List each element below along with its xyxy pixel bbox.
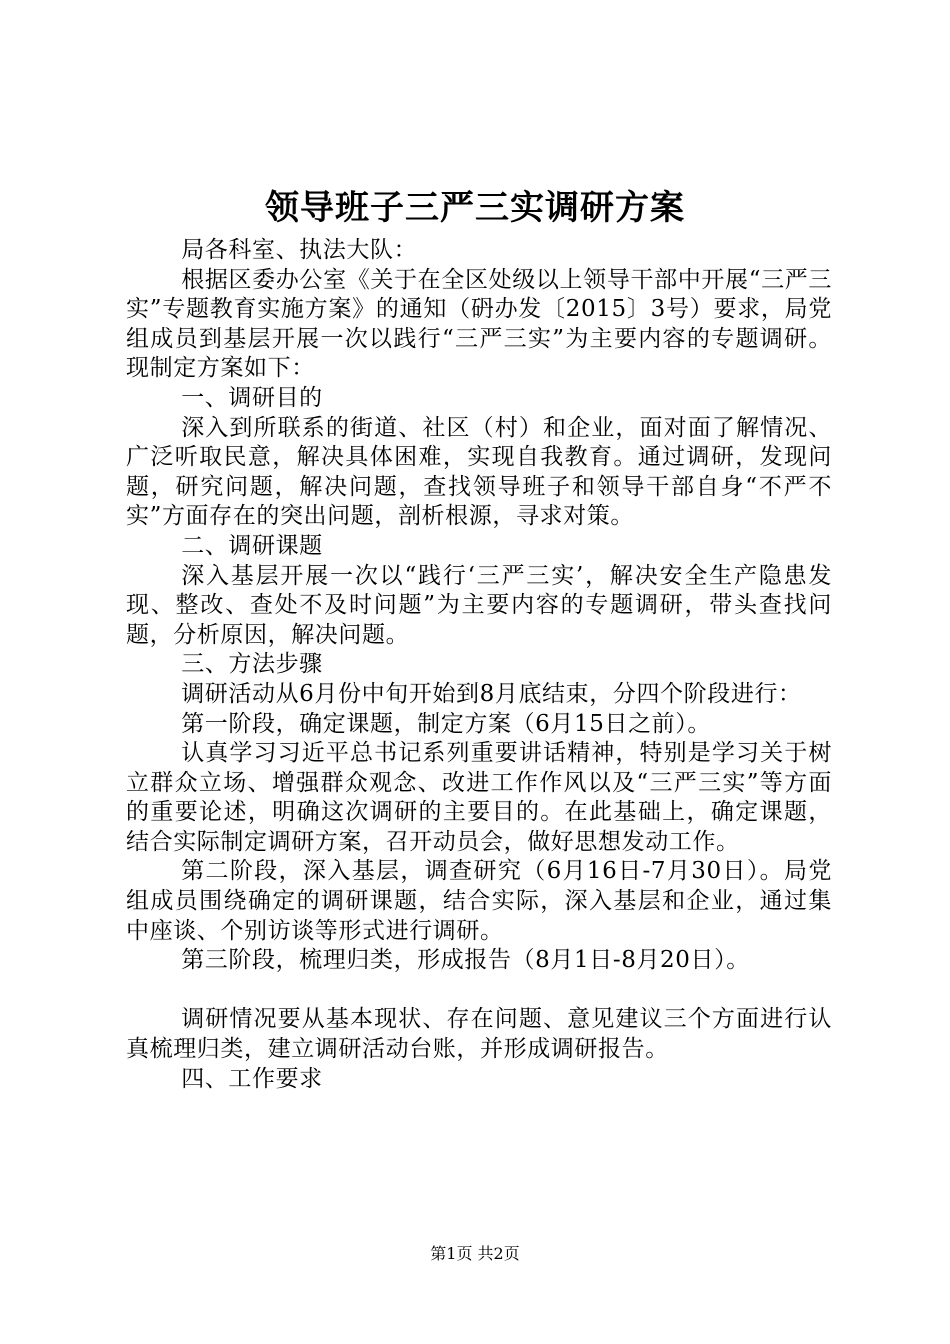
purpose-paragraph: 深入到所联系的街道、社区（村）和企业，面对面了解情况、广泛听取民意，解决具体困难，实现自我教育。通过调研，发现问题，研究问题，解决问题，查找领导班子和领导干部自身“不严不实”方面存在的突出问题，剖析根源，寻求对策。 (126, 414, 832, 530)
stage-one-heading: 第一阶段，确定课题，制定方案（6月15日之前）。 (181, 710, 711, 737)
steps-overview-paragraph: 调研活动从6月份中旬开始到8月底结束，分四个阶段进行： (181, 680, 802, 707)
intro-paragraph: 根据区委办公室《关于在全区处级以上领导干部中开展“三严三实”专题教育实施方案》的通知（砃办发〔2015〕3号）要求，局党组成员到基层开展一次以践行“三严三实”为主要内容的专题调研。现制定方案如下： (126, 266, 832, 382)
stage-two-paragraph: 第二阶段，深入基层，调查研究（6月16日-7月30日）。局党组成员围绕确定的调研课题，结合实际，深入基层和企业，通过集中座谈、个别访谈等形式进行调研。 (126, 858, 832, 944)
stage-one-paragraph: 认真学习习近平总书记系列重要讲话精神，特别是学习关于树立群众立场、增强群众观念、改进工作作风以及“三严三实”等方面的重要论述，明确这次调研的主要目的。在此基础上，确定课题，结合实际制定调研方案，召开动员会，做好思想发动工作。 (126, 740, 832, 855)
topic-paragraph: 深入基层开展一次以“践行‘三严三实’，解决安全生产隐患发现、整改、查处不及时问题”为主要内容的专题调研，带头查找问题，分析原因，解决问题。 (126, 562, 832, 648)
document-title: 领导班子三严三实调研方案 (265, 188, 685, 228)
page-footer: 第1页 共2页 (430, 1244, 520, 1263)
document-body (126, 236, 832, 1094)
section-heading-purpose: 一、调研目的 (181, 384, 323, 411)
blank-line (126, 976, 832, 1006)
stage-three-heading: 第三阶段，梳理归类，形成报告（8月1日-8月20日）。 (181, 947, 750, 974)
salutation: 局各科室、执法大队： (181, 237, 418, 263)
section-heading-requirements: 四、工作要求 (181, 1065, 323, 1092)
section-heading-topic: 二、调研课题 (181, 532, 323, 559)
section-heading-steps: 三、方法步骤 (181, 651, 323, 678)
stage-three-paragraph: 调研情况要从基本现状、存在问题、意见建议三个方面进行认真梳理归类，建立调研活动台账，并形成调研报告。 (126, 1006, 832, 1063)
